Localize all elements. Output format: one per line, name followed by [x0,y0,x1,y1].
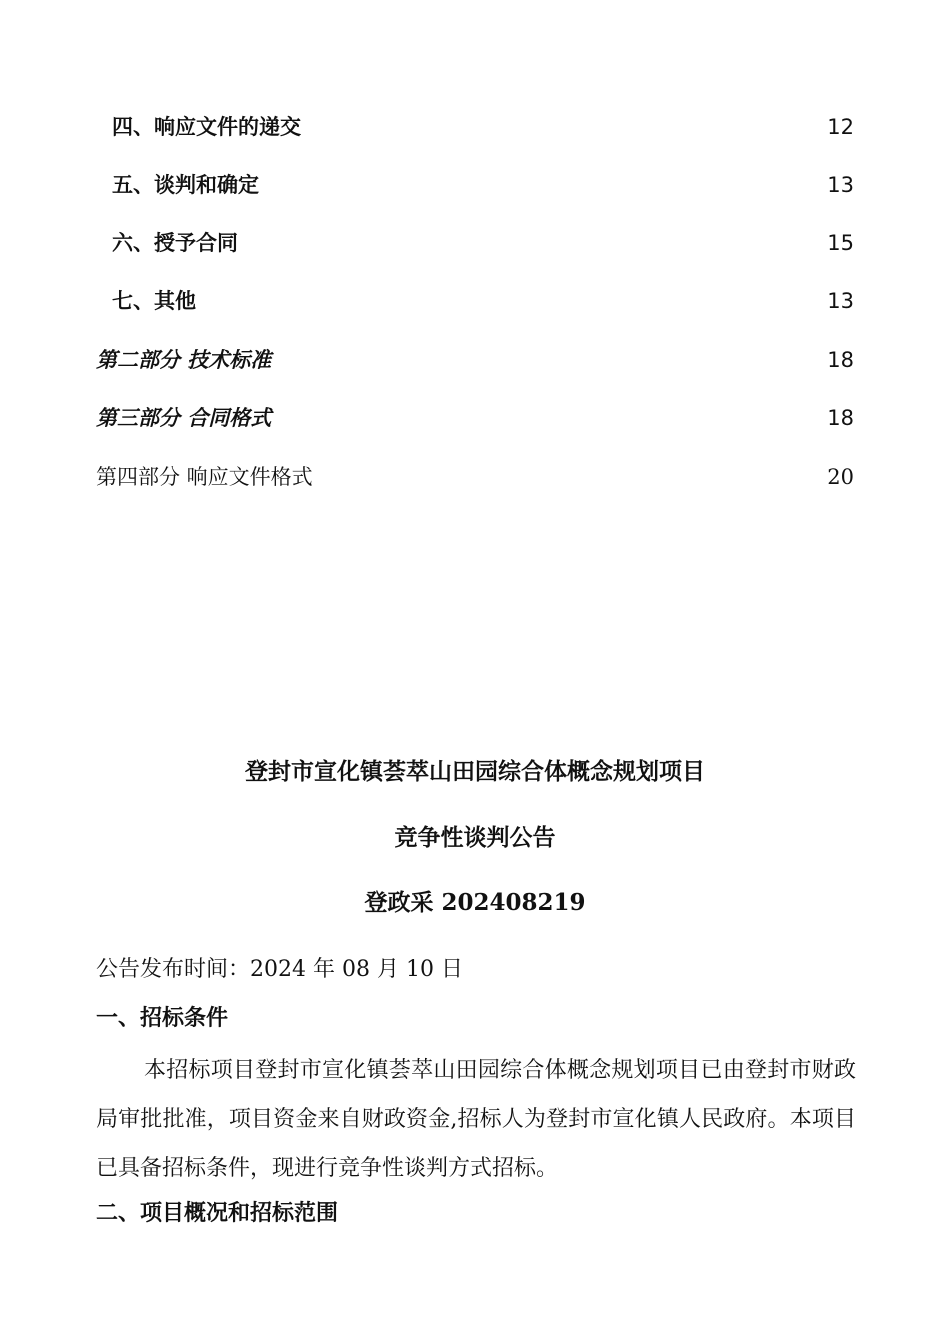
toc-item-page: 18 [827,348,854,372]
toc-item-label: 七、其他 [112,288,196,313]
publish-date: 公告发布时间：2024 年 08 月 10 日 [96,957,463,982]
toc-item-negotiation[interactable] [0,165,950,205]
toc-item-label: 六、授予合同 [112,230,238,255]
project-title: 登封市宣化镇荟萃山田园综合体概念规划项目 [245,758,705,785]
toc-item-page: 15 [827,231,854,255]
toc-item-label: 第二部分 技术标准 [96,347,272,372]
toc-item-label: 第三部分 合同格式 [96,405,272,430]
toc-item-submission[interactable] [0,107,950,147]
toc-item-page: 18 [827,406,854,430]
toc-item-other[interactable] [0,281,950,321]
toc-item-label: 第四部分 响应文件格式 [96,465,313,489]
toc-item-label: 五、谈判和确定 [112,172,259,197]
toc-item-page: 13 [827,289,854,313]
toc-item-part4[interactable] [0,457,950,497]
toc-item-label: 四、响应文件的递交 [112,114,301,139]
section-heading-project-overview: 二、项目概况和招标范围 [96,1200,339,1226]
toc-item-part3[interactable] [0,398,950,438]
section-body-tender-conditions: 本招标项目登封市宣化镇荟萃山田园综合体概念规划项目已由登封市财政局审批批准，项目资金来自财政资金,招标人为登封市宣化镇人民政府。本项目已具备招标条件，现进行竞争性谈判方式招标。 [96,1058,856,1181]
announcement-type: 竞争性谈判公告 [394,824,556,851]
toc-item-page: 13 [827,173,854,197]
toc-item-page: 20 [827,465,854,489]
section-heading-tender-conditions: 一、招标条件 [96,1005,229,1031]
toc-item-part2[interactable] [0,340,950,380]
announcement-number: 登政采 202408219 [364,889,586,916]
toc-item-page: 12 [827,115,854,139]
toc-item-contract-award[interactable] [0,223,950,263]
